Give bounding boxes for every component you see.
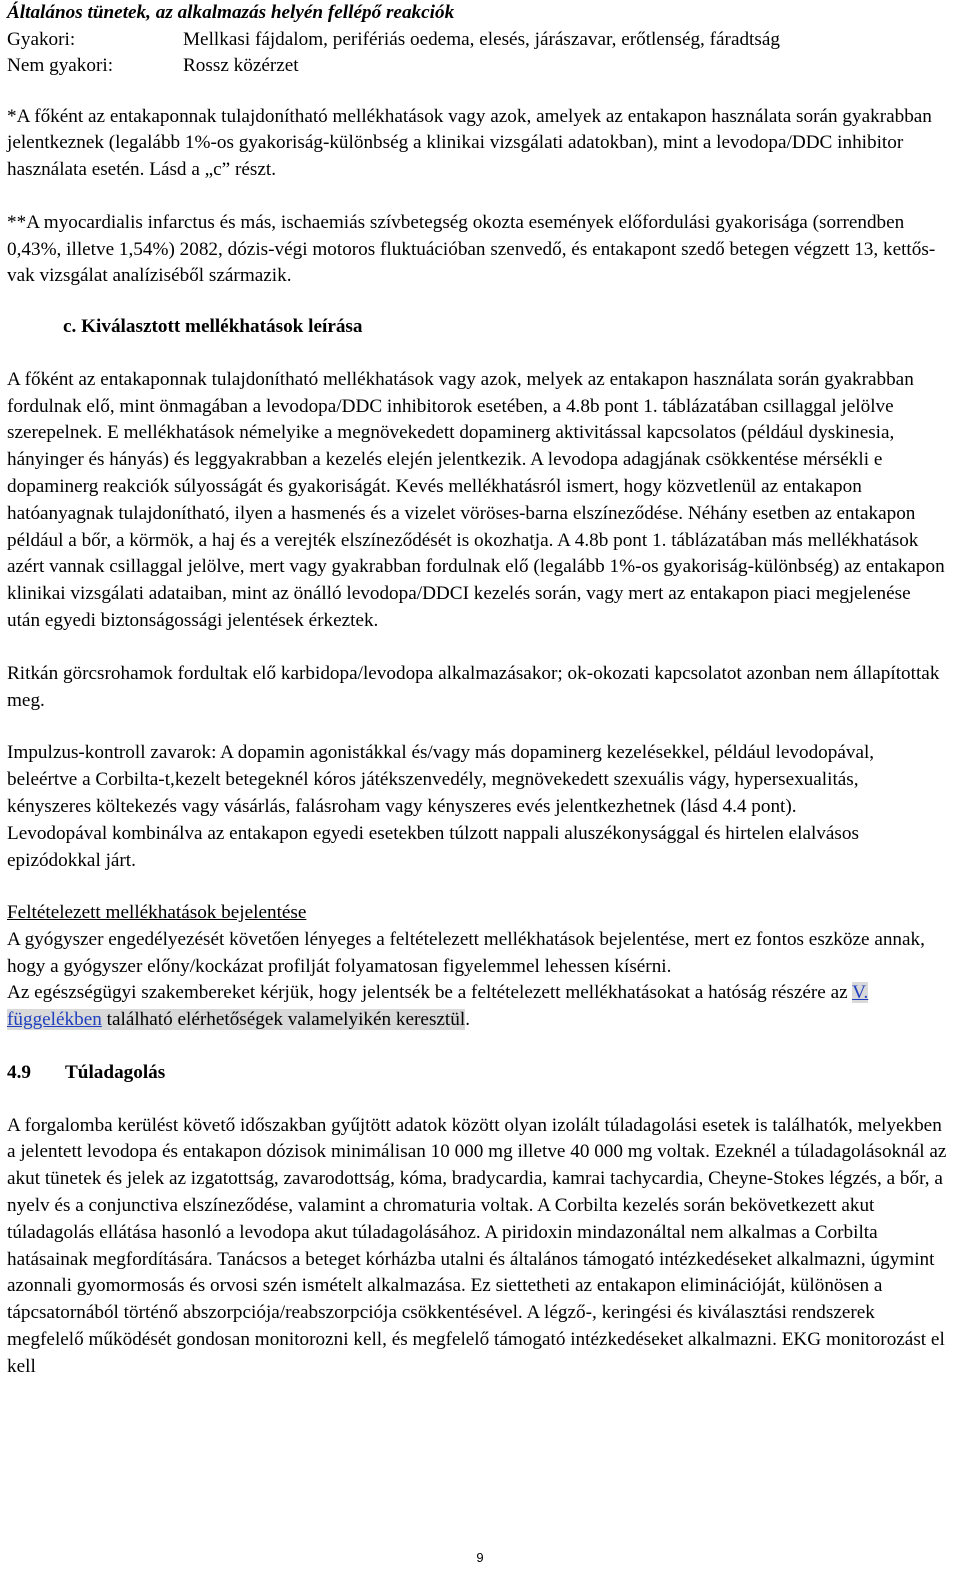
reporting-highlight-text: található elérhetőségek valamelyikén keresztül — [101, 1009, 466, 1031]
section-c-paragraph-1: A főként az entakaponnak tulajdonítható mellékhatások vagy azok, melyek az entakapon használata során gyakrabban fordulnak elő, mint önmagában a levodopa/DDC inhibitorok esetében, a 4.8b pont 1. táblázatában csillaggal jelölve szerepelnek. E mellékhatások némelyike a megnövekedett dopaminerg aktivitással kapcsolatos (például dyskinesia, hányinger és hányás) és leggyakrabban a kezelés elején jelentkezik. A levodopa adagjának csökkentése mérsékli e dopaminerg reakciók súlyosságát és gyakoriságát. Kevés mellékhatásról ismert, hogy közvetlenül az entakapon hatóanyagnak tulajdonítható, ilyen a hasmenés és a vizelet vöröses-barna elszíneződése. Néhány esetben az entakapon például a bőr, a körmök, a haj és a verejték elszíneződését is okozhatja. A 4.8b pont 1. táblázatában más mellékhatások azért vannak csillaggal jelölve, mert vagy gyakrabban fordulnak elő (legalább 1%-os gyakoriság-különbség) az entakapon klinikai vizsgálati adataiban, mint az önálló levodopa/DDCI kezelés során, vagy mert az entakapon piaci megjelenése után egyedi biztonságossági jelentések érkeztek. — [7, 368, 945, 631]
overdose-paragraph: A forgalomba kerülést követő időszakban gyűjtött adatok között olyan izolált túladagolási esetek is találhatók, melyekben a jelentett levodopa és entakapon dózisok minimálisan 10 000 mg illetve 40 000 mg voltak. Ezeknél a túladagolásoknál az akut tünetek és jelek az izgatottság, zavarodottság, kóma, bradycardia, kamrai tachycardia, Cheyne-Stokes légzés, a bőr, a nyelv és a conjunctiva elszíneződése, valamint a chromaturia voltak. A Corbilta kezelés során bekövetkezett akut túladagolás ellátása hasonló a levodopa akut túladagolásához. A piridoxin mindazonáltal nem alkalmas a Corbilta hatásainak megfordítására. Tanácsos a beteget kórházba utalni és általános támogató intézkedéseket alkalmazni, úgymint azonnali gyomormosás és orvosi szén ismételt alkalmazása. Ez siettetheti az entakapon eliminációját, különösen a tápcsatornából történő abszorpciója/reabszorpciója csökkentésével. A légző-, keringési és kiválasztási rendszerek megfelelő működését gondosan monitorozni kell, és megfelelő támogató intézkedéseket alkalmazni. EKG monitorozást el kell — [7, 1114, 947, 1377]
page-number: 9 — [476, 1550, 484, 1565]
section-number: 4.9 — [7, 1062, 31, 1084]
reporting-end: . — [465, 1009, 470, 1031]
section-title: Túladagolás — [65, 1062, 166, 1084]
frequency-row-uncommon — [7, 53, 947, 80]
document-page — [7, 0, 947, 1380]
section-c-paragraph-impulse: Impulzus-kontroll zavarok: A dopamin agonistákkal és/vagy más dopaminerg kezelésekkel, például levodopával, beleértve a Corbilta-t,kezelt betegeknél kóros játékszenvedély, megnövekedett szexuális vágy, hypersexualitás, kényszeres költekezés vagy vásárlás, falásroham vagy kényszeres evés jelentkezhetnek (lásd 4.4 pont). — [7, 742, 875, 817]
frequency-value: Rossz közérzet — [183, 55, 299, 76]
section-c-heading: c. Kiválasztott mellékhatások leírása — [63, 316, 363, 338]
section-4-9-heading — [7, 1060, 947, 1087]
reporting-heading: Feltételezett mellékhatások bejelentése — [7, 902, 307, 924]
general-disorders-title: Általános tünetek, az alkalmazás helyén fellépő reakciók — [7, 2, 455, 23]
section-c-paragraph-somnolence: Levodopával kombinálva az entakapon egyedi esetekben túlzott nappali aluszékonysággal és hirtelen elalvásos epizódokkal járt. — [7, 822, 859, 871]
frequency-label: Gyakori: — [7, 28, 76, 50]
frequency-label: Nem gyakori: — [7, 55, 114, 76]
annex-v-link[interactable]: V. függelékben — [7, 982, 869, 1031]
reporting-paragraph-2 — [7, 980, 947, 1034]
frequency-row-common — [7, 27, 947, 54]
footnote-myocardial: **A myocardialis infarctus és más, ischaemiás szívbetegség okozta események előfordulási gyakorisága (sorrendben 0,43%, illetve 1,54%) 2082, dózis-végi motoros fluktuációban szenvedő, és entakapont szedő betegen végzett 13, kettős-vak vizsgálat analíziséből származik. — [7, 211, 936, 287]
reporting-text: Az egészségügyi szakembereket kérjük, hogy jelentsék be a feltételezett mellékhatásokat a hatóság részére az — [7, 982, 853, 1004]
reporting-paragraph-1: A gyógyszer engedélyezését követően lényeges a feltételezett mellékhatások bejelentése, mert ez fontos eszköze annak, hogy a gyógyszer előny/kockázat profilját folyamatosan figyelemmel lehessen kísérni. — [7, 928, 925, 977]
footnote-entacapone: *A főként az entakaponnak tulajdonítható mellékhatások vagy azok, amelyek az entakapon használata során gyakrabban jelentkeznek (legalább 1%-os gyakoriság-különbség a klinikai vizsgálati adatokban), mint a levodopa/DDC inhibitor használata esetén. Lásd a „c” részt. — [7, 105, 932, 181]
frequency-value: Mellkasi fájdalom, perifériás oedema, elesés, járászavar, erőtlenség, fáradtság — [183, 28, 780, 50]
section-c-paragraph-2: Ritkán görcsrohamok fordultak elő karbidopa/levodopa alkalmazásakor; ok-okozati kapcsolatot azonban nem állapítottak meg. — [7, 662, 940, 711]
